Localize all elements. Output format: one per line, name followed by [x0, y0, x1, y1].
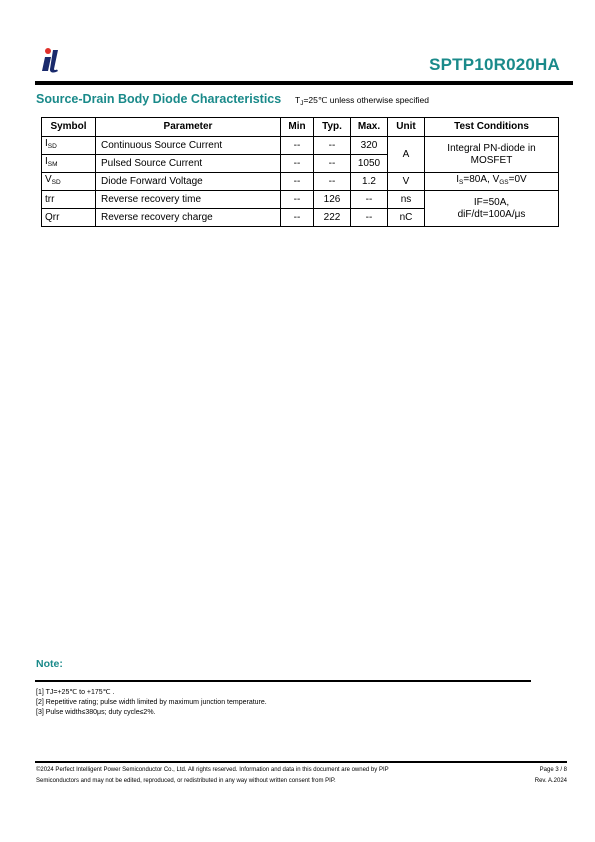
typ-cell: -- [314, 155, 351, 173]
test-condition-cell [425, 191, 559, 227]
notes-title: Note: [36, 658, 63, 670]
min-cell: -- [281, 137, 314, 155]
header-typ: Typ. [314, 118, 351, 137]
notes-divider [35, 680, 531, 682]
unit-cell: V [388, 173, 425, 191]
page-number: Page 3 / 8 [539, 767, 567, 773]
typ-cell: 222 [314, 209, 351, 227]
header-max: Max. [351, 118, 388, 137]
footer-page-info [535, 765, 567, 787]
typ-cell: -- [314, 137, 351, 155]
symbol-cell: $I_{SM}$ [42, 155, 96, 173]
note-item: [1] TJ=+25℃ to +175℃ . [36, 689, 115, 696]
notes-list [36, 688, 267, 718]
unit-cell: nC [388, 209, 425, 227]
parameter-cell: Reverse recovery charge [96, 209, 281, 227]
min-cell: -- [281, 209, 314, 227]
max-cell: 1050 [351, 155, 388, 173]
header-divider [35, 81, 573, 85]
table-row [42, 173, 559, 191]
symbol-cell: $I_{SD}$ [42, 137, 96, 155]
footer-copyright [36, 765, 389, 787]
table-row [42, 191, 559, 209]
symbol-cell: trr [42, 191, 96, 209]
section-condition: $T_J=25℃$ unless otherwise specified [295, 95, 429, 107]
revision: Rev. A.2024 [534, 778, 567, 784]
part-number: SPTP10R020HA [429, 55, 560, 74]
footer-divider [35, 761, 567, 763]
unit-cell: ns [388, 191, 425, 209]
typ-cell: 126 [314, 191, 351, 209]
parameter-cell: Continuous Source Current [96, 137, 281, 155]
header-symbol: Symbol [42, 118, 96, 137]
header-unit: Unit [388, 118, 425, 137]
note-item: [3] Pulse width≤380μs; duty cycle≤2%. [36, 709, 156, 716]
max-cell: 1.2 [351, 173, 388, 191]
min-cell: -- [281, 173, 314, 191]
min-cell: -- [281, 191, 314, 209]
parameter-cell: Pulsed Source Current [96, 155, 281, 173]
test-condition-cell: Integral PN-diode in MOSFET [425, 137, 559, 173]
pip-i-logo-icon [40, 47, 64, 73]
header-min: Min [281, 118, 314, 137]
copyright-line: Semiconductors and may not be edited, reproduced, or redistributed in any way without written consent from PIP. [36, 778, 336, 784]
symbol-cell: $V_{SD}$ [42, 173, 96, 191]
section-title: Source-Drain Body Diode Characteristics [36, 92, 282, 106]
diode-characteristics-table [41, 117, 559, 227]
test-condition-line: IF=50A, [473, 196, 510, 208]
test-condition-cell: $I_S=80A$, $V_{GS}=0V$ [425, 173, 559, 191]
copyright-line: ©2024 Perfect Intelligent Power Semiconductor Co., Ltd. All rights reserved. Information and data in this document are owned by PIP [36, 767, 389, 773]
symbol-cell: Qrr [42, 209, 96, 227]
header-test-conditions: Test Conditions [425, 118, 559, 137]
table-header-row [42, 118, 559, 137]
max-cell: 320 [351, 137, 388, 155]
max-cell: -- [351, 191, 388, 209]
test-condition-line: diF/dt=100A/μs [457, 208, 526, 220]
typ-cell: -- [314, 173, 351, 191]
unit-cell: A [388, 137, 425, 173]
min-cell: -- [281, 155, 314, 173]
max-cell: -- [351, 209, 388, 227]
note-item: [2] Repetitive rating; pulse width limited by maximum junction temperature. [36, 699, 267, 706]
table-row [42, 137, 559, 155]
header-parameter: Parameter [96, 118, 281, 137]
parameter-cell: Diode Forward Voltage [96, 173, 281, 191]
parameter-cell: Reverse recovery time [96, 191, 281, 209]
